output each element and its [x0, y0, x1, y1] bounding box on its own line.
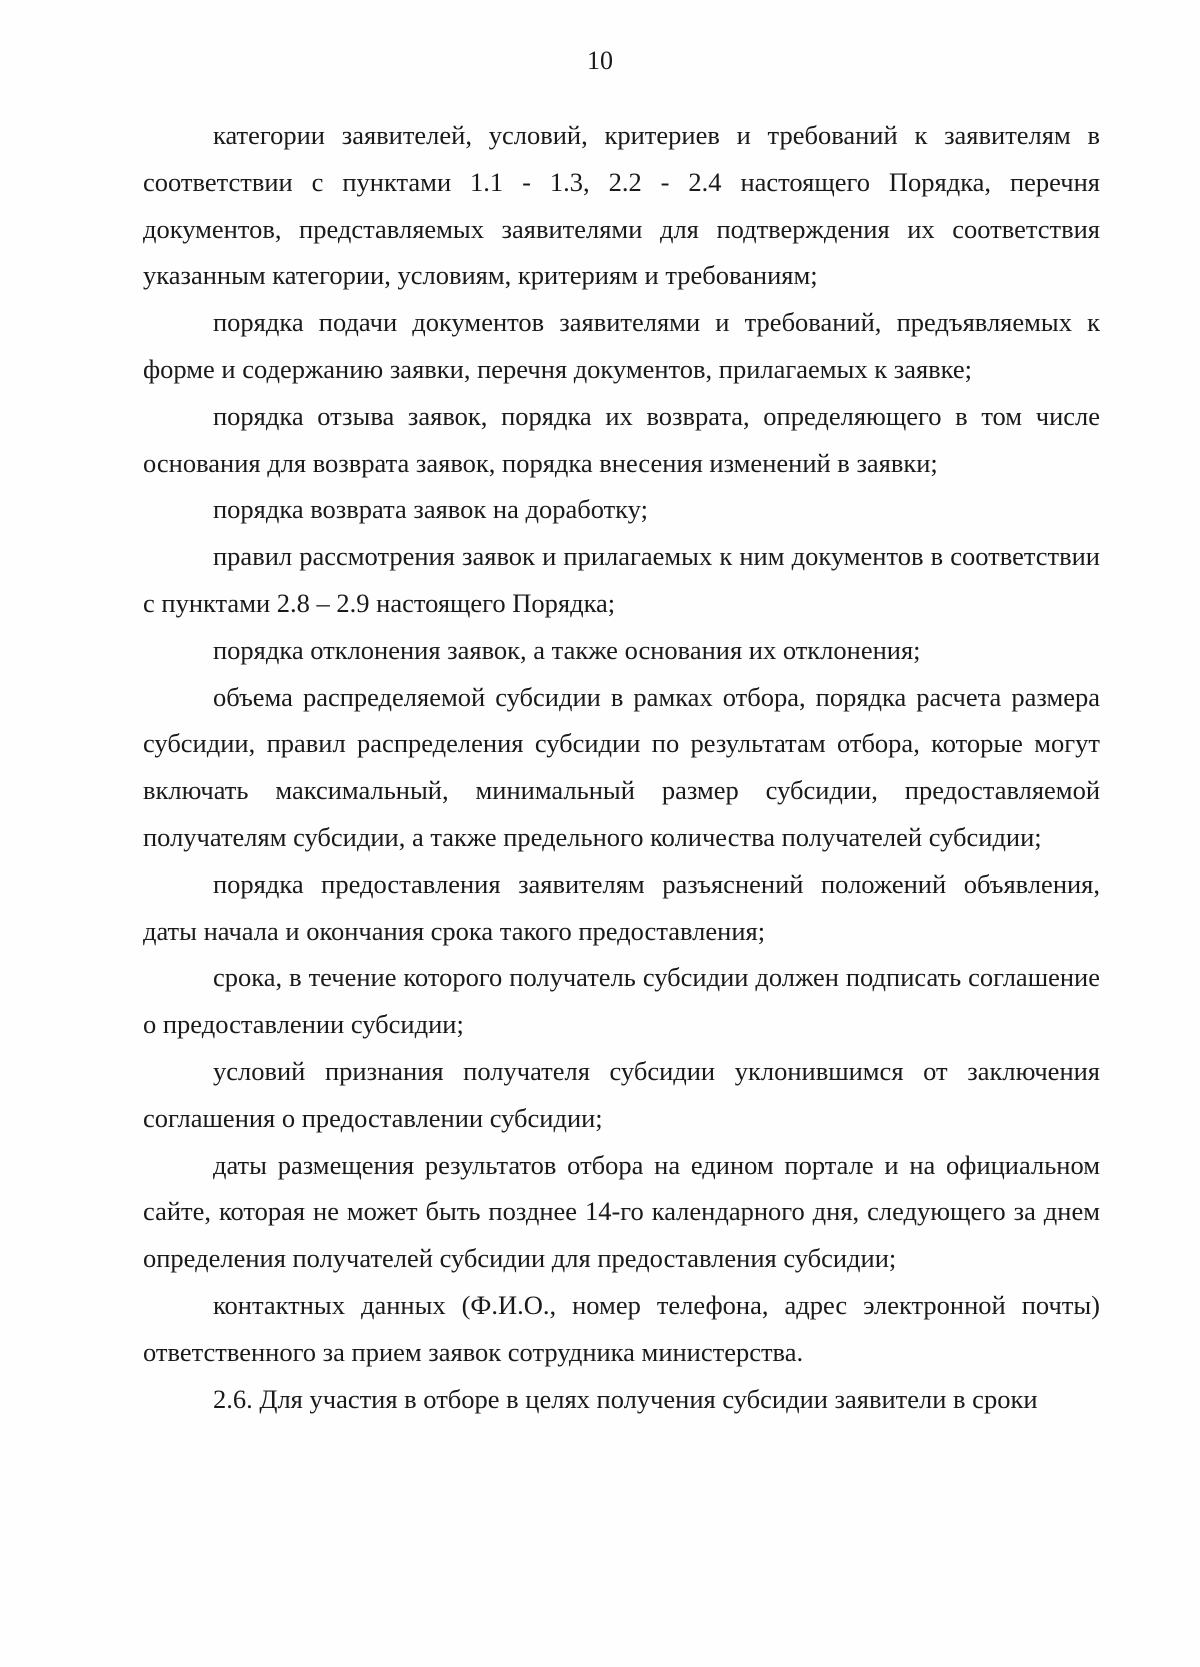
paragraph-section-2-6: 2.6. Для участия в отборе в целях получения субсидии заявители в сроки — [213, 1383, 1038, 1414]
paragraph-signing-term: срока, в течение которого получатель субсидии должен подписать соглашение о предоставлении субсидии; — [143, 962, 1100, 1040]
page-number: 10 — [587, 46, 613, 75]
paragraph-subsidy-volume: объема распределяемой субсидии в рамках отбора, порядка расчета размера субсидии, правил распределения субсидии по результатам отбора, которые могут включать максимальный, минимальный размер субсидии, предоставляемой получателям субсидии, а также предельного количества получателей субсидии; — [143, 681, 1100, 852]
paragraph-review-rules: правил рассмотрения заявок и прилагаемых к ним документов в соответствии с пунктами 2.8 – 2.9 настоящего Порядка; — [143, 541, 1100, 618]
paragraph-rejection-order: порядка отклонения заявок, а также основания их отклонения; — [213, 634, 921, 665]
paragraph-results-date: даты размещения результатов отбора на едином портале и на официальном сайте, которая не может быть позднее 14-го календарного дня, следующего за днем определения получателей субсидии для предоставления субсидии; — [143, 1149, 1100, 1274]
paragraph-return-for-revision: порядка возврата заявок на доработку; — [213, 494, 648, 525]
document-body — [143, 112, 1100, 1422]
paragraph-submission-order: порядка подачи документов заявителями и требований, предъявляемых к форме и содержанию заявки, перечня документов, прилагаемых к заявке; — [143, 307, 1100, 384]
paragraph-applicant-categories: категории заявителей, условий, критериев и требований к заявителям в соответствии с пунктами 1.1 - 1.3, 2.2 - 2.4 настоящего Порядка, перечня документов, представляемых заявителями для подтверждения их соответствия указанным категории, условиям, критериям и требованиям; — [143, 120, 1100, 291]
paragraph-withdrawal-order: порядка отзыва заявок, порядка их возврата, определяющего в том числе основания для возврата заявок, порядка внесения изменений в заявки; — [143, 400, 1100, 478]
paragraph-clarifications: порядка предоставления заявителям разъяснений положений объявления, даты начала и окончания срока такого предоставления; — [143, 868, 1100, 946]
paragraph-contact-details: контактных данных (Ф.И.О., номер телефона, адрес электронной почты) ответственного за прием заявок сотрудника министерства. — [143, 1289, 1100, 1367]
paragraph-evasion-conditions: условий признания получателя субсидии уклонившимся от заключения соглашения о предоставлении субсидии; — [143, 1055, 1100, 1133]
